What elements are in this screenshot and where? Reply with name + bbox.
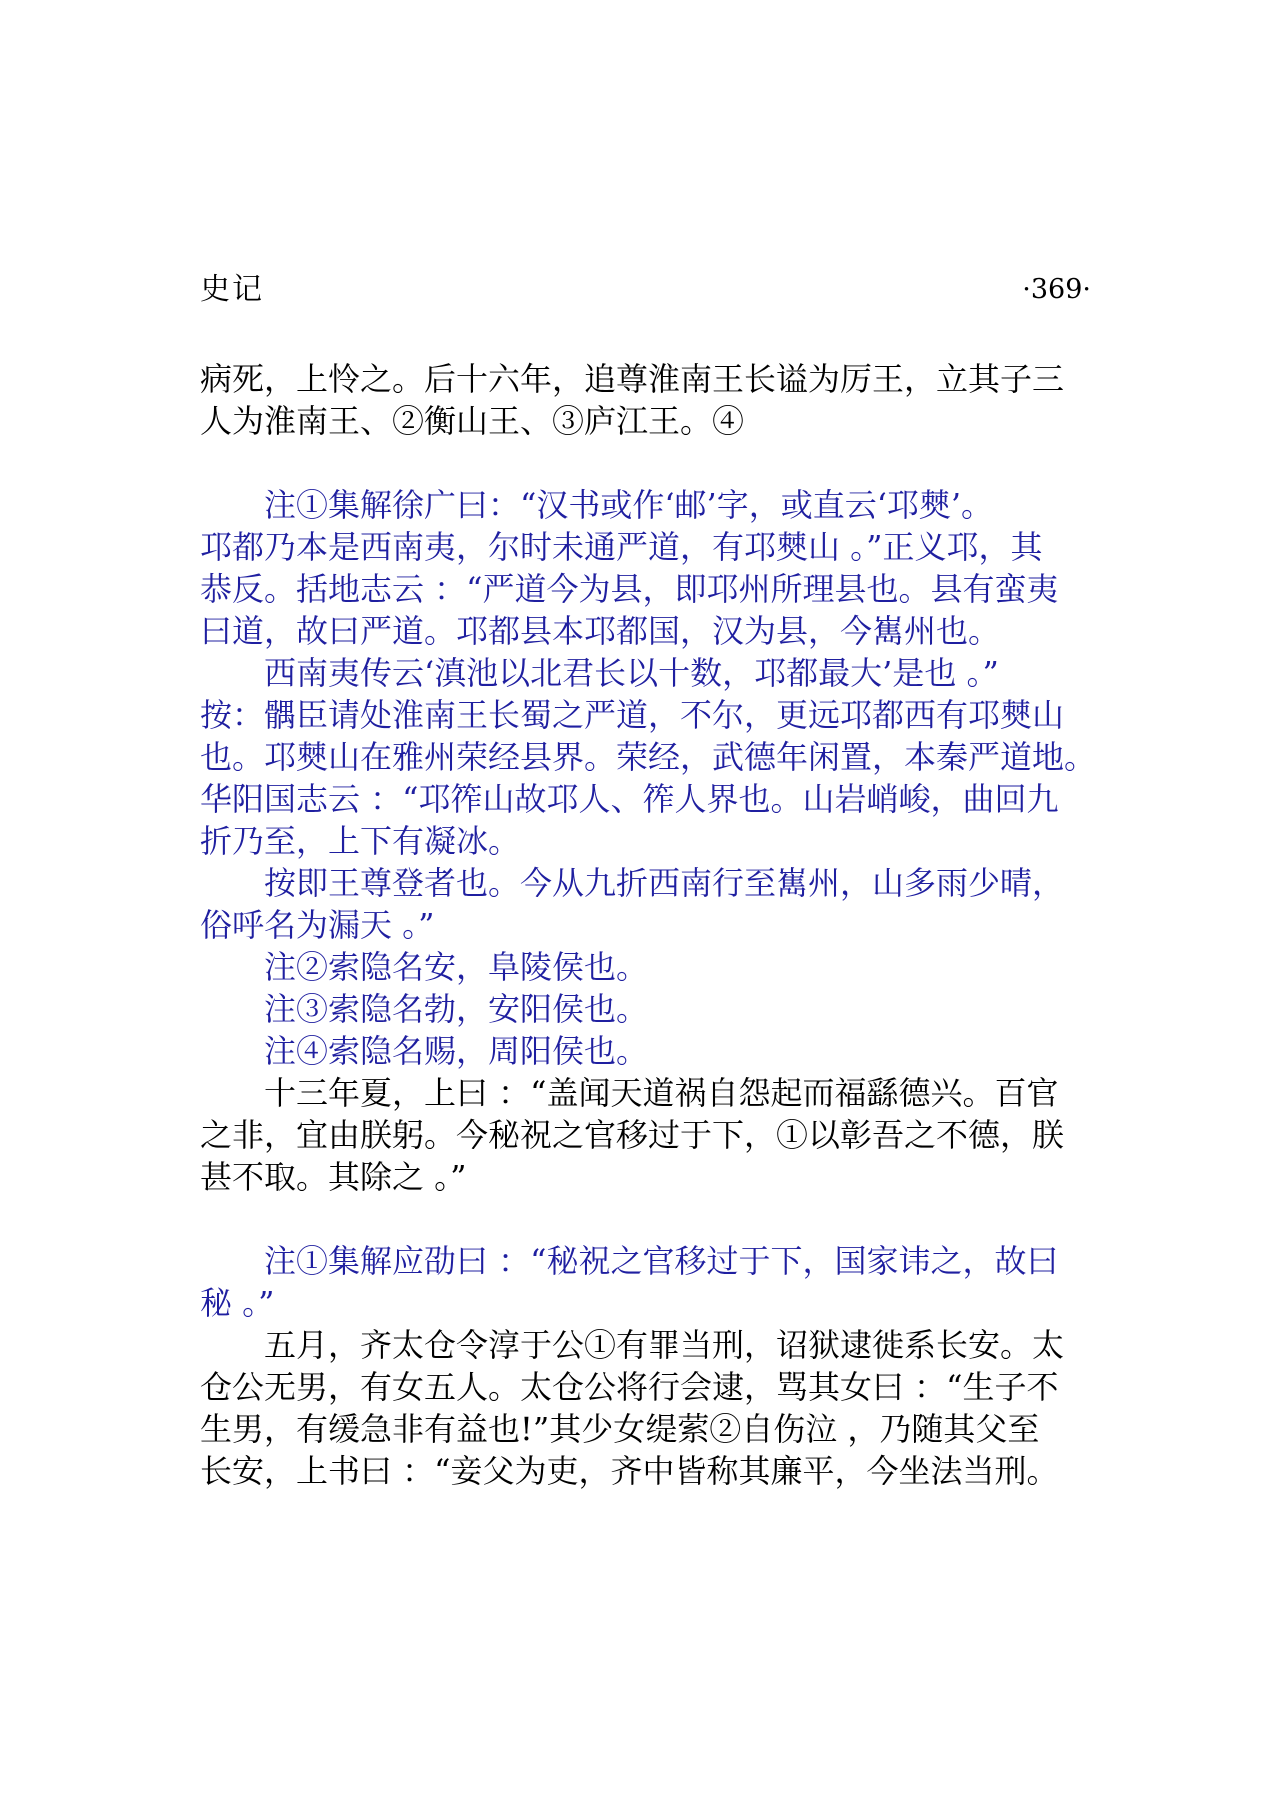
annotation-line: 华阳国志云 ：“邛筰山故邛人、筰人界也。山岩峭峻，曲回九 xyxy=(200,780,1059,818)
annotation-line: 按：髃臣请处淮南王长蜀之严道，不尔，更远邛都西有邛僰山 xyxy=(200,696,1065,734)
annotation-line: 俗呼名为漏天 。” xyxy=(200,906,435,944)
annotation-line: 曰道，故曰严道。邛都县本邛都国，汉为县，今嶲州也。 xyxy=(200,612,1001,650)
annotation-line: 注③索隐名勃，安阳侯也。 xyxy=(264,990,649,1028)
text-line: 甚不取。其除之 。” xyxy=(200,1158,467,1196)
text-line: 十三年夏，上曰 ：“盖闻天道祸自怨起而福繇德兴。百官 xyxy=(264,1074,1059,1112)
annotation-line: 按即王尊登者也。今从九折西南行至嶲州，山多雨少晴， xyxy=(264,864,1065,902)
annotation-line: 注②索隐名安，阜陵侯也。 xyxy=(264,948,649,986)
annotation-line: 折乃至，上下有凝冰。 xyxy=(200,822,521,860)
annotation-line: 恭反。括地志云 ：“严道今为县，即邛州所理县也。县有蛮夷 xyxy=(200,570,1059,608)
annotation-line: 邛都乃本是西南夷，尔时未通严道，有邛僰山 。”正义邛，其 xyxy=(200,528,1043,566)
annotation-line: 秘 。” xyxy=(200,1284,275,1322)
text-line: 病死，上怜之。后十六年，追尊淮南王长谥为厉王，立其子三 xyxy=(200,360,1065,398)
page-number: ·369· xyxy=(1022,274,1091,305)
annotation-line: 注④索隐名赐，周阳侯也。 xyxy=(264,1032,649,1070)
annotation-line: 注①集解徐广曰：“汉书或作‘邮’字，或直云‘邛僰’。 xyxy=(264,486,994,524)
text-line: 仓公无男，有女五人。太仓公将行会逮，骂其女曰 ：“生子不 xyxy=(200,1368,1059,1406)
page-body xyxy=(200,358,1100,1492)
text-line: 五月，齐太仓令淳于公①有罪当刑，诏狱逮徙系长安。太 xyxy=(264,1326,1065,1364)
annotation-line: 注①集解应劭曰 ：“秘祝之官移过于下，国家讳之，故曰 xyxy=(264,1242,1059,1280)
text-line: 之非，宜由朕躬。今秘祝之官移过于下，①以彰吾之不德，朕 xyxy=(200,1116,1065,1154)
text-line: 长安，上书曰 ：“妾父为吏，齐中皆称其廉平，今坐法当刑。 xyxy=(200,1452,1059,1490)
book-title: 史记 xyxy=(200,272,264,307)
text-line: 生男，有缓急非有益也!”其少女缇萦②自伤泣 ，乃随其父至 xyxy=(200,1410,1040,1448)
annotation-line: 也。邛僰山在雅州荣经县界。荣经，武德年闲置，本秦严道地。 xyxy=(200,738,1097,776)
paragraph-gap xyxy=(200,1198,1100,1240)
text-line: 人为淮南王、②衡山王、③庐江王。④ xyxy=(200,402,745,440)
paragraph-gap xyxy=(200,442,1100,484)
annotation-line: 西南夷传云‘滇池以北君长以十数，邛都最大’是也 。” xyxy=(264,654,999,692)
